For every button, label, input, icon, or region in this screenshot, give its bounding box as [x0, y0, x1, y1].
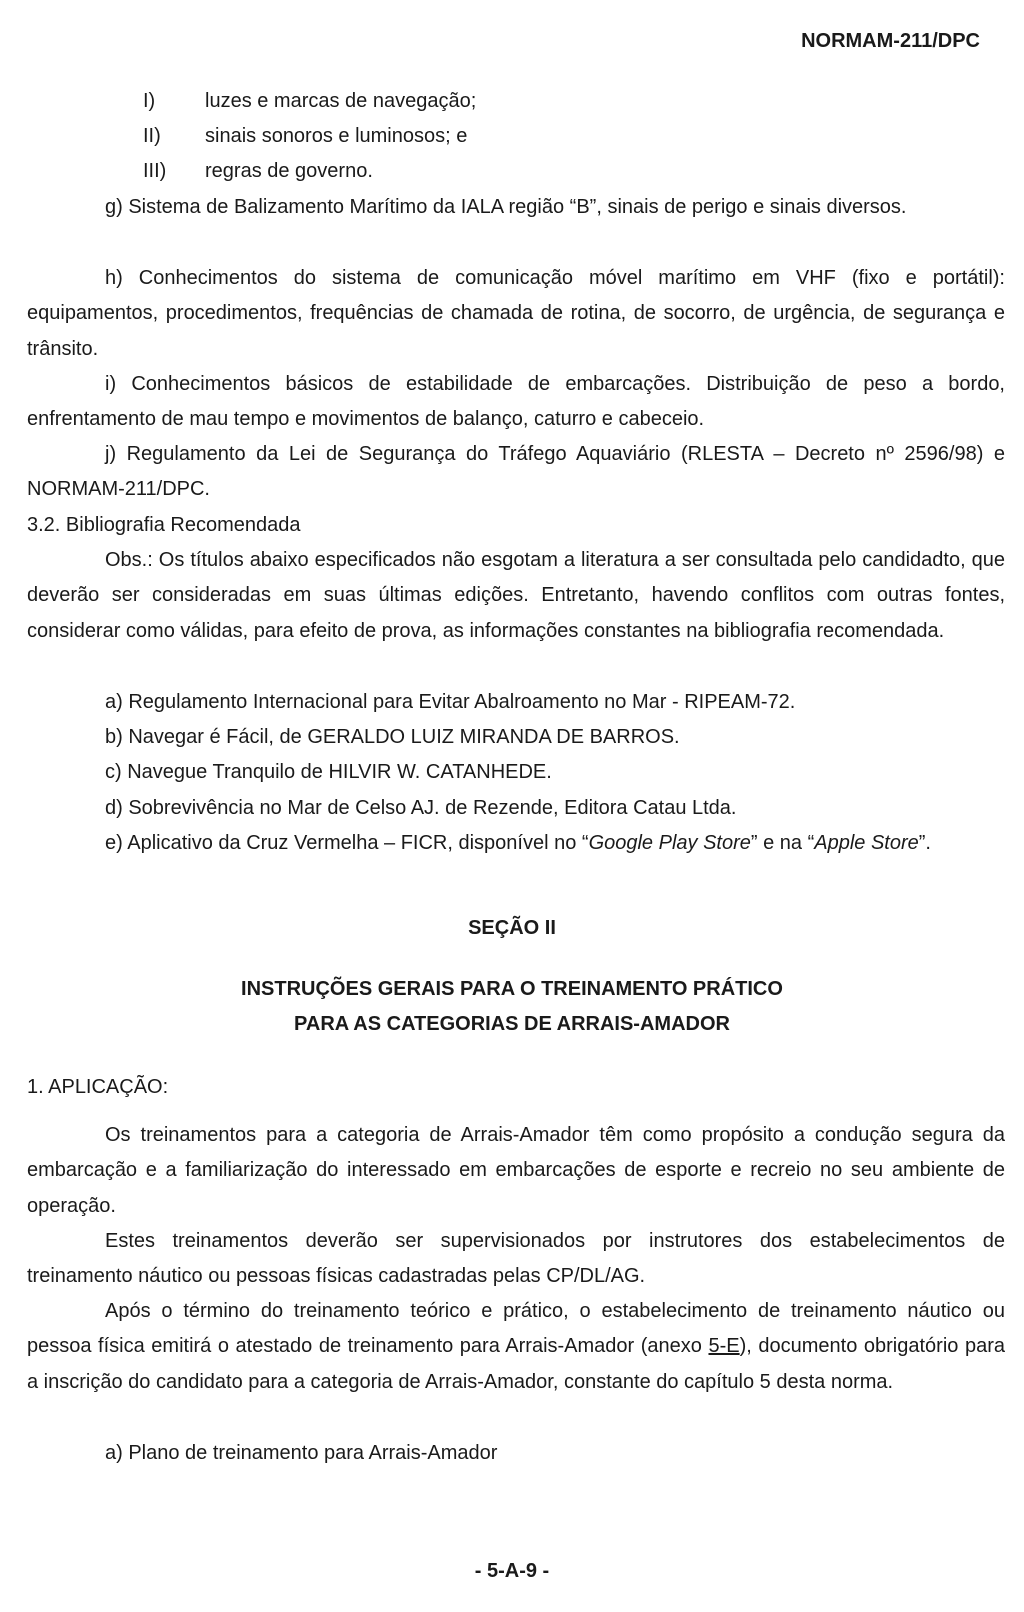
section-subtitle: INSTRUÇÕES GERAIS PARA O TREINAMENTO PRÁTICO [241, 978, 783, 1000]
list-item: b) Navegar é Fácil, de GERALDO LUIZ MIRANDA DE BARROS. [105, 726, 680, 748]
annex-link[interactable]: 5-E [708, 1335, 740, 1358]
list-item: a) Regulamento Internacional para Evitar Abalroamento no Mar - RIPEAM-72. [105, 691, 796, 713]
item-number: III) [143, 160, 167, 182]
paragraph-i: i) Conhecimentos básicos de estabilidade de embarcações. Distribuição de peso a bordo, enfrentamento de mau tempo e movimentos de balanço, caturro e cabeceio. [27, 373, 1005, 431]
paragraph-j: j) Regulamento da Lei de Segurança do Tráfego Aquaviário (RLESTA – Decreto nº 2596/98) e NORMAM-211/DPC. [27, 443, 1005, 501]
list-item [143, 84, 476, 119]
section-title: SEÇÃO II [468, 917, 556, 939]
list-item: e) Aplicativo da Cruz Vermelha – FICR, disponível no “Google Play Store” e na “Apple Store”. [105, 832, 931, 854]
bibliography-heading: 3.2. Bibliografia Recomendada [27, 514, 301, 536]
paragraph-g: g) Sistema de Balizamento Marítimo da IALA região “B”, sinais de perigo e sinais diversos. [105, 196, 907, 218]
item-text: luzes e marcas de navegação; [205, 90, 477, 112]
application-paragraph: Após o término do treinamento teórico e prático, o estabelecimento de treinamento náutico ou pessoa física emitirá o atestado de treinamento para Arrais-Amador (anexo 5-E), documento obrigatório para a inscrição do candidato para a categoria de Arrais-Amador, constante do capítulo 5 desta norma. [27, 1300, 1005, 1393]
item-number: II) [143, 125, 161, 147]
item-number: I) [143, 90, 156, 112]
application-paragraph: Estes treinamentos deverão ser supervisionados por instrutores dos estabelecimentos de treinamento náutico ou pessoas físicas cadastradas pelas CP/DL/AG. [27, 1230, 1005, 1288]
page-number: - 5-A-9 - [474, 1560, 550, 1582]
application-paragraph: Os treinamentos para a categoria de Arrais-Amador têm como propósito a condução segura da embarcação e a familiarização do interessado em embarcações de esporte e recreio no seu ambiente de operação. [27, 1124, 1005, 1217]
app-store-name: Google Play Store [588, 832, 751, 854]
list-item: c) Navegue Tranquilo de HILVIR W. CATANHEDE. [105, 761, 552, 783]
list-item: a) Plano de treinamento para Arrais-Amador [105, 1442, 498, 1464]
application-heading: 1. APLICAÇÃO: [27, 1076, 169, 1098]
list-item: d) Sobrevivência no Mar de Celso AJ. de Rezende, Editora Catau Ltda. [105, 797, 737, 819]
paragraph-h: h) Conhecimentos do sistema de comunicação móvel marítimo em VHF (fixo e portátil): equipamentos, procedimentos, frequências de chamada de rotina, de socorro, de urgência, de segurança e trânsito. [27, 267, 1005, 360]
observation-paragraph: Obs.: Os títulos abaixo especificados não esgotam a literatura a ser consultada pelo candidadto, que deverão ser consideradas em suas últimas edições. Entretanto, havendo conflitos com outras fontes, considerar como válidas, para efeito de prova, as informações constantes na bibliografia recomendada. [27, 549, 1005, 642]
document-code: NORMAM-211/DPC [801, 30, 980, 52]
section-subtitle: PARA AS CATEGORIAS DE ARRAIS-AMADOR [294, 1013, 730, 1035]
list-item [143, 154, 373, 189]
item-text: regras de governo. [205, 160, 373, 182]
list-item [143, 119, 467, 154]
app-store-name: Apple Store [814, 832, 919, 854]
item-text: sinais sonoros e luminosos; e [205, 125, 468, 147]
